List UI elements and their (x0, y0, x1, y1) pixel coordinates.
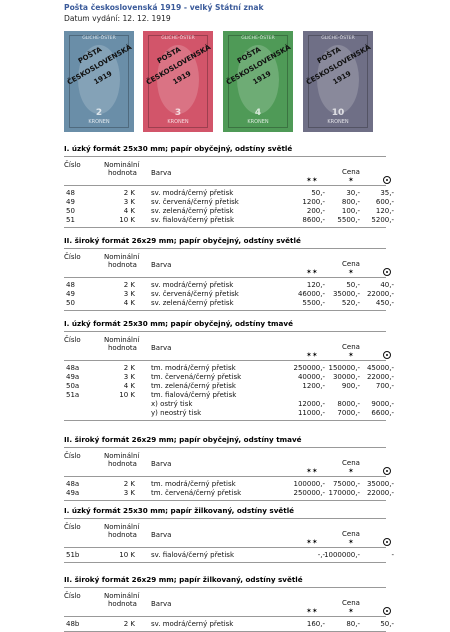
cell-mint: 250000,- (293, 489, 325, 497)
section-heading: I. úzký formát 25x30 mm; papír obyčejný, odstíny tmavé (64, 319, 293, 328)
col-header-cena: Cena (342, 599, 360, 607)
stamp-currency: KRONEN (167, 119, 189, 125)
hinged-symbol: ✶ (348, 268, 354, 276)
postmark-icon (383, 351, 391, 359)
cell-nominal: 3 K (123, 198, 135, 206)
cell-barva: sv. červená/černý přetisk (151, 198, 239, 206)
postmark-icon (383, 538, 391, 546)
section-divider (64, 331, 386, 332)
stamp-image (143, 31, 213, 132)
cell-mint: 40000,- (297, 373, 325, 381)
header-divider (64, 616, 386, 617)
hinged-symbol: ✶ (348, 607, 354, 615)
stamp-top-text: GLICHE-ÖSTER (321, 36, 355, 41)
col-header-nominal: Nominální (104, 161, 140, 169)
cell-cislo: 49a (66, 489, 80, 497)
col-header-cena: Cena (342, 343, 360, 351)
cell-mint: 100000,- (293, 480, 325, 488)
col-header-cena: Cena (342, 459, 360, 467)
cell-barva: tm. červená/černý přetisk (151, 373, 242, 381)
cell-hinged: 30,- (346, 189, 360, 197)
cell-used: 5200,- (371, 216, 394, 224)
col-header-cislo: Číslo (64, 161, 81, 169)
section-heading: I. úzký formát 25x30 mm; papír žilkovaný, odstíny světlé (64, 506, 295, 515)
cell-cislo: 48a (66, 480, 80, 488)
cell-cislo: 48a (66, 364, 80, 372)
cell-cislo: 48b (66, 620, 80, 628)
cell-nominal: 3 K (123, 290, 135, 298)
cell-mint: 1200,- (302, 382, 325, 390)
cell-nominal: 2 K (123, 189, 135, 197)
table-bottom (64, 562, 386, 563)
hinged-symbol: ✶ (348, 351, 354, 359)
cell-cislo: 50a (66, 382, 80, 390)
col-header-hodnota: hodnota (108, 344, 137, 352)
stamp-currency: KRONEN (88, 119, 110, 125)
stamp-value: 4 (254, 108, 262, 118)
postmark-icon (383, 607, 391, 615)
section-heading: II. široký formát 26x29 mm; papír obyčejný, odstíny tmavé (64, 435, 302, 444)
col-header-hodnota: hodnota (108, 261, 137, 269)
cell-used: 45000,- (366, 364, 394, 372)
cell-used: 22000,- (366, 489, 394, 497)
section-divider (64, 248, 386, 249)
cell-hinged: 1000000,- (324, 551, 360, 559)
cell-mint: 5500,- (302, 299, 325, 307)
cell-mint: 1200,- (302, 198, 325, 206)
cell-used: 450,- (375, 299, 394, 307)
col-header-hodnota: hodnota (108, 600, 137, 608)
cell-hinged: 50,- (346, 281, 360, 289)
issue-date: Datum vydání: 12. 12. 1919 (64, 14, 171, 23)
stamp-overprint: POŠTA ČESKOSLOVENSKÁ 1919 (224, 43, 293, 87)
section-heading: I. úzký formát 25x30 mm; papír obyčejný, odstíny světlé (64, 144, 293, 153)
section-divider (64, 447, 386, 448)
section-divider (64, 587, 386, 588)
cell-mint: 46000,- (297, 290, 325, 298)
cell-cislo: 48 (66, 189, 75, 197)
mint-symbol: ✶✶ (306, 176, 318, 184)
cell-used: 35000,- (366, 480, 394, 488)
hinged-symbol: ✶ (348, 467, 354, 475)
cell-barva: sv. modrá/černý přetisk (151, 620, 234, 628)
section-heading: II. široký formát 26x29 mm; papír obyčejný, odstíny světlé (64, 236, 301, 245)
table-bottom (64, 227, 386, 228)
cell-nominal: 2 K (123, 480, 135, 488)
cell-barva: x) ostrý tisk (151, 400, 193, 408)
col-header-cena: Cena (342, 168, 360, 176)
cell-hinged: 900,- (341, 382, 360, 390)
cell-barva: tm. modrá/černý přetisk (151, 480, 236, 488)
table-bottom (64, 420, 386, 421)
hinged-symbol: ✶ (348, 538, 354, 546)
cell-barva: tm. zelená/černý přetisk (151, 382, 236, 390)
col-header-hodnota: hodnota (108, 531, 137, 539)
table-bottom (64, 500, 386, 501)
mint-symbol: ✶✶ (306, 607, 318, 615)
cell-used: 40,- (380, 281, 394, 289)
cell-hinged: 5500,- (337, 216, 360, 224)
stamp-overprint: POŠTA ČESKOSLOVENSKÁ 1919 (65, 43, 134, 87)
cell-mint: 8600,- (302, 216, 325, 224)
col-header-hodnota: hodnota (108, 169, 137, 177)
page-title: Pošta československá 1919 - velký Státní znak (64, 3, 264, 12)
cell-mint: 250000,- (293, 364, 325, 372)
stamp-image (223, 31, 293, 132)
stamp-top-text: GLICHE-ÖSTER (161, 36, 195, 41)
section-heading: II. široký formát 26x29 mm; papír žilkovaný, odstíny světlé (64, 575, 303, 584)
col-header-barva: Barva (151, 600, 172, 608)
postmark-icon (383, 467, 391, 475)
col-header-nominal: Nominální (104, 592, 140, 600)
cell-barva: y) neostrý tisk (151, 409, 202, 417)
postmark-icon (383, 268, 391, 276)
mint-symbol: ✶✶ (306, 268, 318, 276)
cell-barva: sv. modrá/černý přetisk (151, 281, 234, 289)
col-header-barva: Barva (151, 344, 172, 352)
cell-cislo: 50 (66, 207, 75, 215)
stamp-value: 3 (174, 108, 182, 118)
cell-used: 700,- (375, 382, 394, 390)
cell-hinged: 75000,- (332, 480, 360, 488)
col-header-cislo: Číslo (64, 592, 81, 600)
cell-mint: 120,- (306, 281, 325, 289)
cell-cislo: 50 (66, 299, 75, 307)
col-header-cislo: Číslo (64, 253, 81, 261)
section-divider (64, 518, 386, 519)
cell-nominal: 2 K (123, 364, 135, 372)
mint-symbol: ✶✶ (306, 467, 318, 475)
stamp-value: 10 (331, 108, 345, 118)
cell-hinged: 100,- (341, 207, 360, 215)
cell-used: 50,- (380, 620, 394, 628)
cell-nominal: 3 K (123, 373, 135, 381)
col-header-nominal: Nominální (104, 452, 140, 460)
cell-used: 22000,- (366, 290, 394, 298)
col-header-barva: Barva (151, 169, 172, 177)
cell-hinged: 30000,- (332, 373, 360, 381)
stamp-currency: KRONEN (247, 119, 269, 125)
cell-nominal: 10 K (119, 551, 135, 559)
cell-used: 35,- (380, 189, 394, 197)
cell-barva: sv. zelená/černý přetisk (151, 207, 234, 215)
cell-hinged: 150000,- (328, 364, 360, 372)
col-header-nominal: Nominální (104, 523, 140, 531)
stamp-currency: KRONEN (327, 119, 349, 125)
header-divider (64, 185, 386, 186)
stamp-image (64, 31, 134, 132)
cell-mint: 200,- (306, 207, 325, 215)
cell-nominal: 4 K (123, 382, 135, 390)
header-divider (64, 360, 386, 361)
stamp-overprint: POŠTA ČESKOSLOVENSKÁ 1919 (144, 43, 213, 87)
postmark-icon (383, 176, 391, 184)
cell-cislo: 51b (66, 551, 80, 559)
cell-cislo: 51 (66, 216, 75, 224)
stamp-value: 2 (95, 108, 103, 118)
header-divider (64, 547, 386, 548)
cell-barva: sv. fialová/černý přetisk (151, 551, 234, 559)
cell-used: 9000,- (371, 400, 394, 408)
cell-hinged: 170000,- (328, 489, 360, 497)
col-header-cislo: Číslo (64, 336, 81, 344)
cell-nominal: 2 K (123, 281, 135, 289)
header-divider (64, 476, 386, 477)
cell-barva: tm. fialová/černý přetisk (151, 391, 237, 399)
cell-hinged: 80,- (346, 620, 360, 628)
cell-used: 6600,- (371, 409, 394, 417)
cell-cislo: 49 (66, 290, 75, 298)
stamp-top-text: GLICHE-ÖSTER (241, 36, 275, 41)
cell-mint: 11000,- (297, 409, 325, 417)
cell-nominal: 4 K (123, 299, 135, 307)
col-header-cislo: Číslo (64, 452, 81, 460)
stamp-top-text: GLICHE-ÖSTER (82, 36, 116, 41)
cell-used: - (391, 551, 394, 559)
cell-barva: sv. fialová/černý přetisk (151, 216, 234, 224)
hinged-symbol: ✶ (348, 176, 354, 184)
cell-nominal: 3 K (123, 489, 135, 497)
cell-mint: 160,- (306, 620, 325, 628)
table-bottom (64, 310, 386, 311)
cell-hinged: 8000,- (337, 400, 360, 408)
cell-hinged: 800,- (341, 198, 360, 206)
cell-hinged: 35000,- (332, 290, 360, 298)
cell-used: 22000,- (366, 373, 394, 381)
col-header-barva: Barva (151, 460, 172, 468)
cell-cislo: 48 (66, 281, 75, 289)
cell-mint: -,- (317, 551, 325, 559)
header-divider (64, 277, 386, 278)
cell-used: 600,- (375, 198, 394, 206)
col-header-cena: Cena (342, 530, 360, 538)
col-header-cena: Cena (342, 260, 360, 268)
col-header-nominal: Nominální (104, 253, 140, 261)
mint-symbol: ✶✶ (306, 538, 318, 546)
col-header-cislo: Číslo (64, 523, 81, 531)
mint-symbol: ✶✶ (306, 351, 318, 359)
cell-nominal: 4 K (123, 207, 135, 215)
cell-cislo: 49a (66, 373, 80, 381)
section-divider (64, 156, 386, 157)
cell-mint: 12000,- (297, 400, 325, 408)
cell-barva: sv. červená/černý přetisk (151, 290, 239, 298)
stamp-image (303, 31, 373, 132)
col-header-hodnota: hodnota (108, 460, 137, 468)
cell-barva: tm. modrá/černý přetisk (151, 364, 236, 372)
col-header-barva: Barva (151, 261, 172, 269)
cell-barva: tm. červená/černý přetisk (151, 489, 242, 497)
cell-nominal: 2 K (123, 620, 135, 628)
col-header-nominal: Nominální (104, 336, 140, 344)
cell-barva: sv. modrá/černý přetisk (151, 189, 234, 197)
cell-hinged: 520,- (341, 299, 360, 307)
cell-cislo: 49 (66, 198, 75, 206)
cell-barva: sv. zelená/černý přetisk (151, 299, 234, 307)
cell-cislo: 51a (66, 391, 80, 399)
cell-nominal: 10 K (119, 216, 135, 224)
cell-used: 120,- (375, 207, 394, 215)
cell-hinged: 7000,- (337, 409, 360, 417)
cell-mint: 50,- (311, 189, 325, 197)
stamp-overprint: POŠTA ČESKOSLOVENSKÁ 1919 (304, 43, 373, 87)
col-header-barva: Barva (151, 531, 172, 539)
cell-nominal: 10 K (119, 391, 135, 399)
